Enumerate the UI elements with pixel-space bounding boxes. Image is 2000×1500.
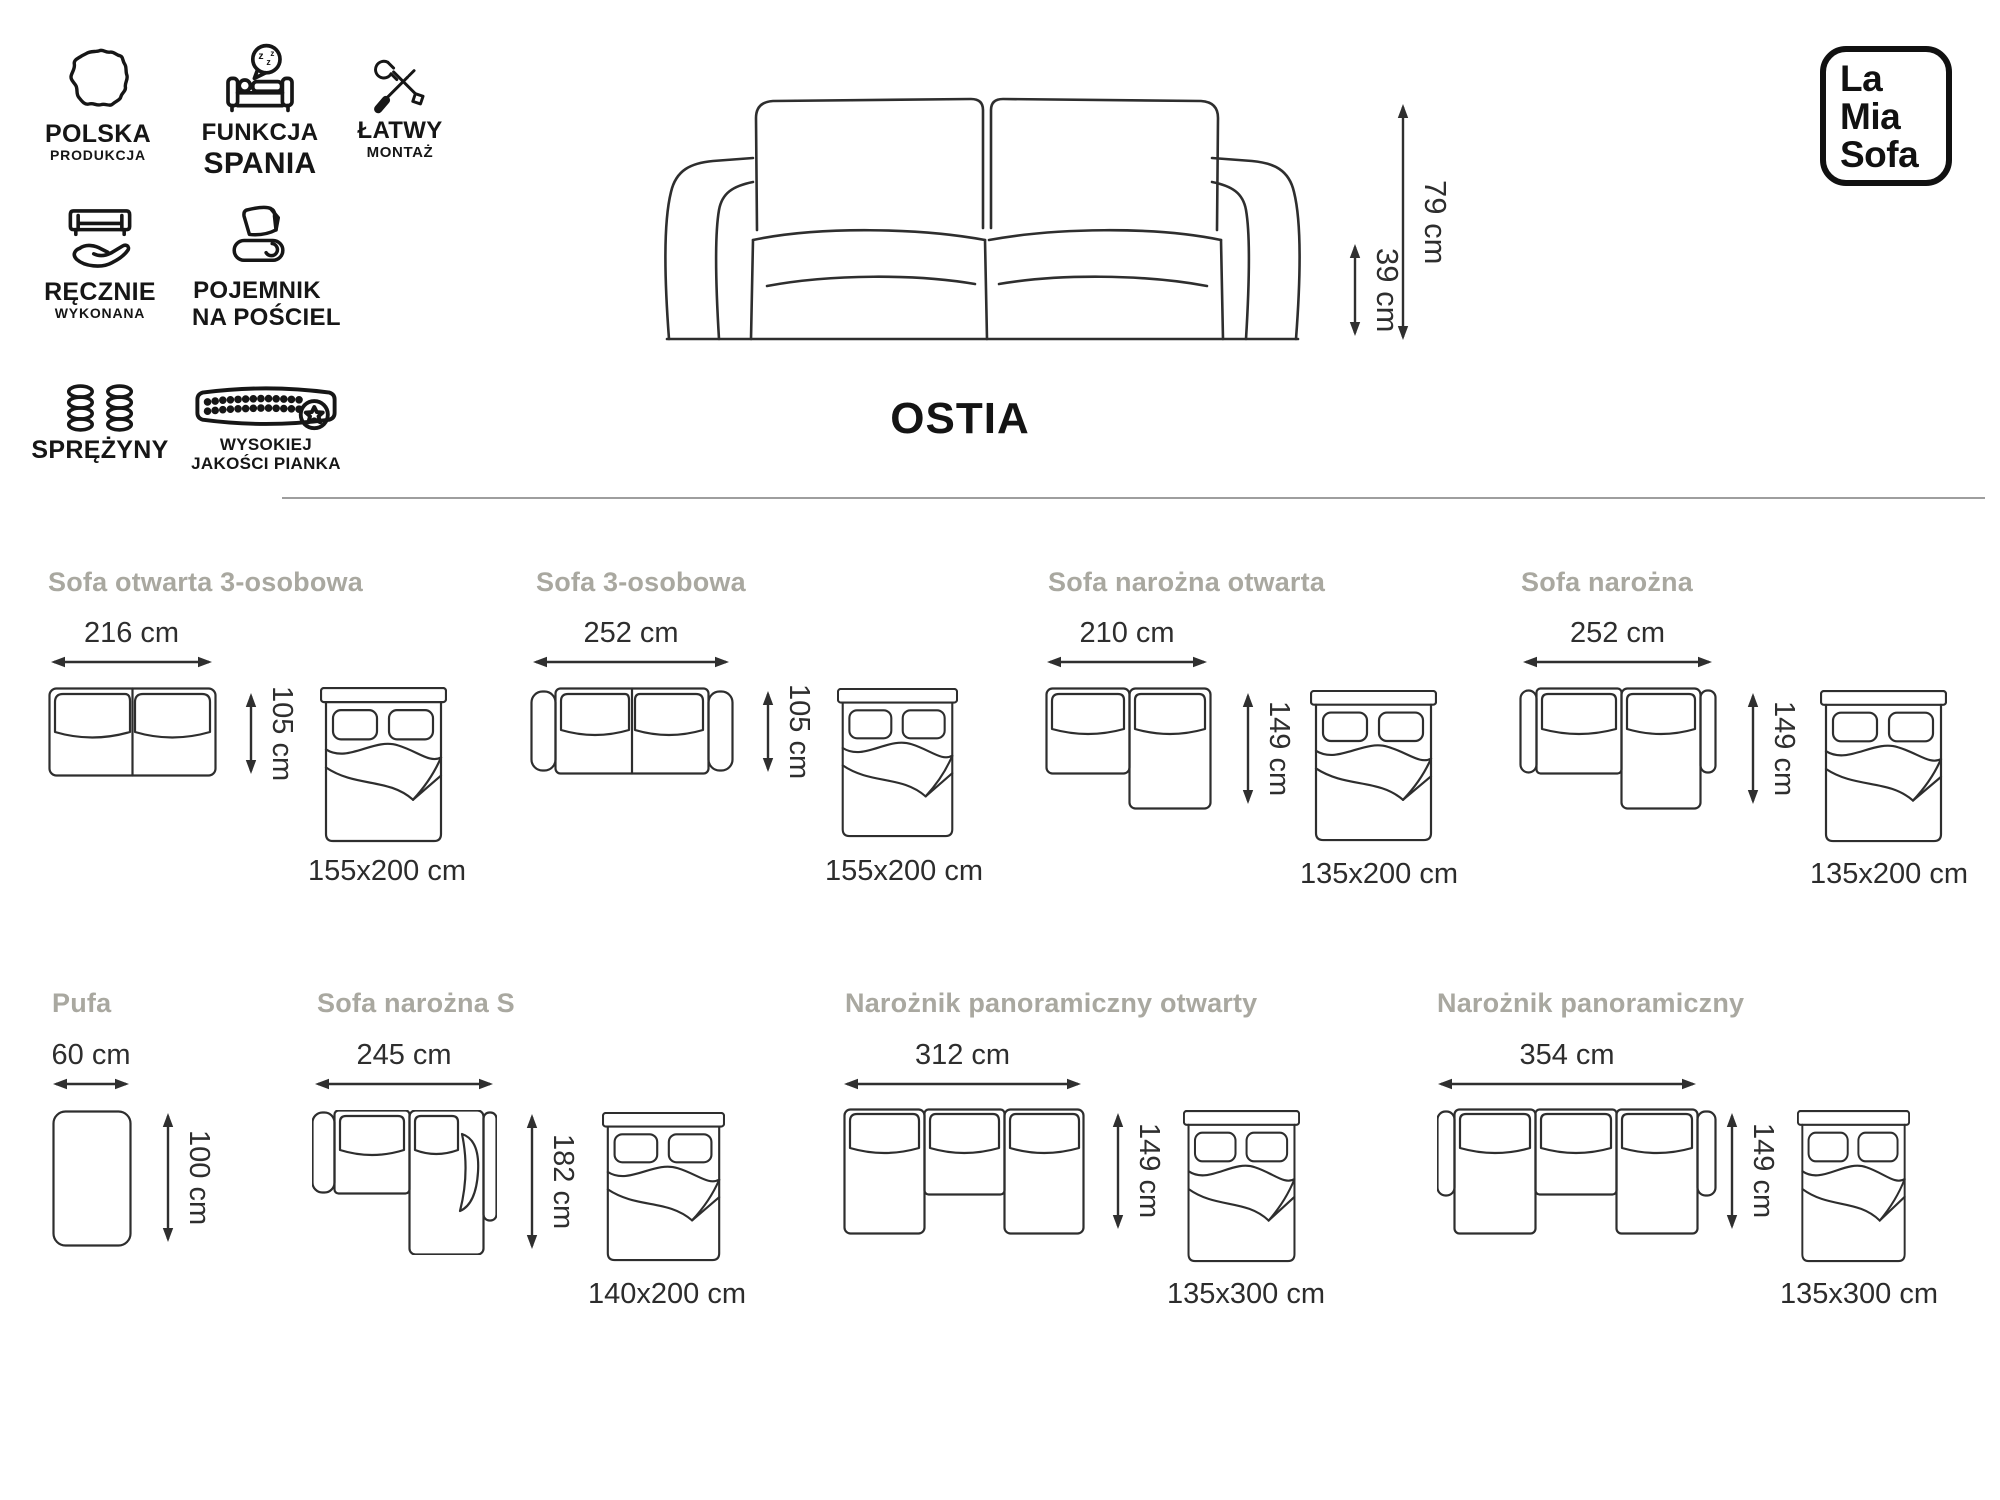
bed-size-label: 135x300 cm — [1780, 1278, 1938, 1310]
feature-label: POLSKA — [45, 120, 151, 148]
depth-value: 149 cm — [1768, 700, 1800, 797]
bed-size-label: 155x200 cm — [308, 855, 466, 887]
logo-line: Sofa — [1840, 134, 1919, 176]
divider-line — [282, 497, 1985, 499]
width-value: 216 cm — [83, 617, 180, 649]
seat-height-arrow — [1348, 243, 1362, 337]
feature-latwy-montaz — [340, 44, 460, 162]
feature-sublabel: JAKOŚCI PIANKA — [191, 454, 341, 474]
poland-map-icon — [30, 40, 166, 120]
width-dimension — [1437, 1039, 1697, 1091]
feature-sprezyny — [30, 372, 170, 464]
depth-arrow — [1111, 1112, 1125, 1230]
depth-dimension — [1111, 1112, 1165, 1230]
sofa-top-view — [530, 687, 734, 775]
depth-value: 100 cm — [183, 1129, 215, 1226]
feature-label: RĘCZNIE — [44, 278, 156, 306]
sofa-front-view-drawing — [655, 58, 1310, 348]
logo-line: La — [1840, 58, 1883, 99]
sofa-top-view — [1045, 687, 1212, 810]
diagram-naroznik-panoramiczny-otwarty — [840, 985, 1330, 1325]
sofa-top-view — [312, 1110, 497, 1255]
logo-line: Mia — [1840, 96, 1901, 138]
back-height-value: 79 cm — [1418, 179, 1453, 265]
width-value: 210 cm — [1079, 617, 1175, 649]
bed-icon — [1797, 1110, 1910, 1263]
width-value: 60 cm — [51, 1039, 131, 1071]
sofa-top-view — [843, 1108, 1085, 1235]
springs-icon — [30, 372, 170, 436]
width-arrow — [843, 1077, 1082, 1091]
depth-arrow — [1241, 692, 1255, 805]
seat-height-dimension — [1348, 243, 1405, 337]
feature-label: ŁATWY — [357, 117, 443, 144]
diagram-title: Sofa otwarta 3-osobowa — [48, 567, 363, 597]
width-dimension — [52, 1039, 130, 1091]
feature-label: WYSOKIEJ — [219, 435, 313, 454]
depth-dimension — [525, 1113, 579, 1250]
width-value: 312 cm — [914, 1039, 1011, 1071]
width-arrow — [50, 655, 213, 669]
depth-value: 182 cm — [547, 1133, 579, 1230]
diagram-title: Pufa — [52, 988, 112, 1018]
bed-icon — [1820, 690, 1947, 843]
diagram-sofa-narozna — [1515, 565, 1995, 905]
hand-sofa-icon — [30, 198, 170, 278]
width-dimension — [1522, 617, 1713, 669]
svg-text:z: z — [270, 49, 275, 58]
bed-icon — [602, 1112, 725, 1262]
bed-icon — [1310, 690, 1437, 842]
sleep-function-icon — [195, 40, 325, 120]
feature-funkcja-spania — [195, 40, 325, 180]
depth-value: 105 cm — [783, 683, 815, 780]
width-value: 245 cm — [356, 1039, 452, 1071]
bed-icon — [1183, 1110, 1300, 1263]
depth-dimension — [761, 683, 815, 780]
feature-recznie-wykonana — [30, 198, 170, 322]
diagram-title: Sofa 3-osobowa — [536, 567, 746, 597]
width-arrow — [52, 1077, 130, 1091]
product-title: OSTIA — [890, 394, 1030, 443]
feature-label: FUNKCJA — [201, 119, 319, 146]
depth-arrow — [1746, 692, 1760, 805]
width-arrow — [1437, 1077, 1697, 1091]
foam-quality-icon — [186, 375, 346, 435]
width-arrow — [1046, 655, 1208, 669]
feature-polska-produkcja — [30, 40, 166, 164]
width-arrow — [1522, 655, 1713, 669]
bedding-container-icon — [192, 198, 322, 278]
diagram-title: Sofa narożna S — [317, 988, 515, 1018]
feature-sublabel: WYKONANA — [54, 305, 146, 321]
diagram-sofa-narozna-s — [310, 985, 770, 1325]
feature-wysokiej-jakosci-pianka — [186, 375, 346, 473]
depth-arrow — [161, 1112, 175, 1243]
diagram-title: Narożnik panoramiczny — [1437, 988, 1745, 1018]
width-arrow — [314, 1077, 494, 1091]
sofa-top-view — [48, 687, 217, 777]
width-dimension — [1046, 617, 1208, 669]
depth-dimension — [1241, 692, 1295, 805]
depth-dimension — [161, 1112, 215, 1243]
feature-sublabel: MONTAŻ — [366, 143, 434, 161]
feature-pojemnik-na-posciel — [192, 198, 341, 332]
depth-arrow — [1725, 1112, 1739, 1230]
svg-text:z: z — [266, 56, 271, 67]
feature-label: SPRĘŻYNY — [31, 436, 169, 464]
width-value: 354 cm — [1519, 1039, 1615, 1071]
depth-dimension — [244, 685, 298, 782]
feature-label: POJEMNIK — [193, 277, 321, 304]
bed-size-label: 155x200 cm — [825, 855, 983, 887]
svg-text:z: z — [258, 51, 264, 63]
depth-value: 149 cm — [1263, 700, 1295, 797]
bed-size-label: 135x200 cm — [1300, 858, 1458, 890]
depth-value: 149 cm — [1133, 1123, 1165, 1219]
width-arrow — [532, 655, 730, 669]
pufa-top-view — [52, 1110, 132, 1247]
diagram-naroznik-panoramiczny — [1432, 985, 1972, 1325]
bed-size-label: 135x300 cm — [1167, 1278, 1325, 1310]
sofa-top-view — [1437, 1108, 1717, 1235]
diagram-pufa — [45, 985, 305, 1325]
feature-sublabel: NA POŚCIEL — [192, 303, 341, 331]
depth-dimension — [1746, 692, 1800, 805]
diagram-title: Sofa narożna otwarta — [1048, 567, 1326, 597]
diagram-sofa-otwarta-3-osobowa — [40, 565, 510, 905]
width-value: 252 cm — [583, 617, 679, 649]
diagram-title: Narożnik panoramiczny otwarty — [845, 988, 1258, 1018]
width-dimension — [314, 1039, 494, 1091]
seat-height-value: 39 cm — [1370, 247, 1405, 333]
width-value: 252 cm — [1569, 617, 1666, 649]
feature-sublabel: PRODUKCJA — [50, 147, 146, 163]
depth-arrow — [244, 692, 258, 775]
depth-value: 149 cm — [1747, 1123, 1779, 1219]
bed-size-label: 140x200 cm — [588, 1278, 746, 1310]
diagram-sofa-narozna-otwarta — [1040, 565, 1510, 905]
depth-arrow — [761, 690, 775, 773]
bed-size-label: 135x200 cm — [1810, 858, 1968, 890]
width-dimension — [532, 617, 730, 669]
depth-arrow — [525, 1113, 539, 1250]
tools-icon — [340, 44, 460, 118]
sofa-top-view — [1519, 687, 1717, 810]
width-dimension — [50, 617, 213, 669]
depth-value: 105 cm — [266, 685, 298, 782]
bed-icon — [837, 688, 958, 838]
diagram-sofa-3-osobowa — [528, 565, 998, 905]
feature-sublabel: SPANIA — [203, 146, 317, 180]
diagram-title: Sofa narożna — [1521, 567, 1693, 597]
width-dimension — [843, 1039, 1082, 1091]
bed-icon — [320, 687, 447, 843]
depth-dimension — [1725, 1112, 1779, 1230]
la-mia-sofa-logo — [1820, 46, 1952, 186]
